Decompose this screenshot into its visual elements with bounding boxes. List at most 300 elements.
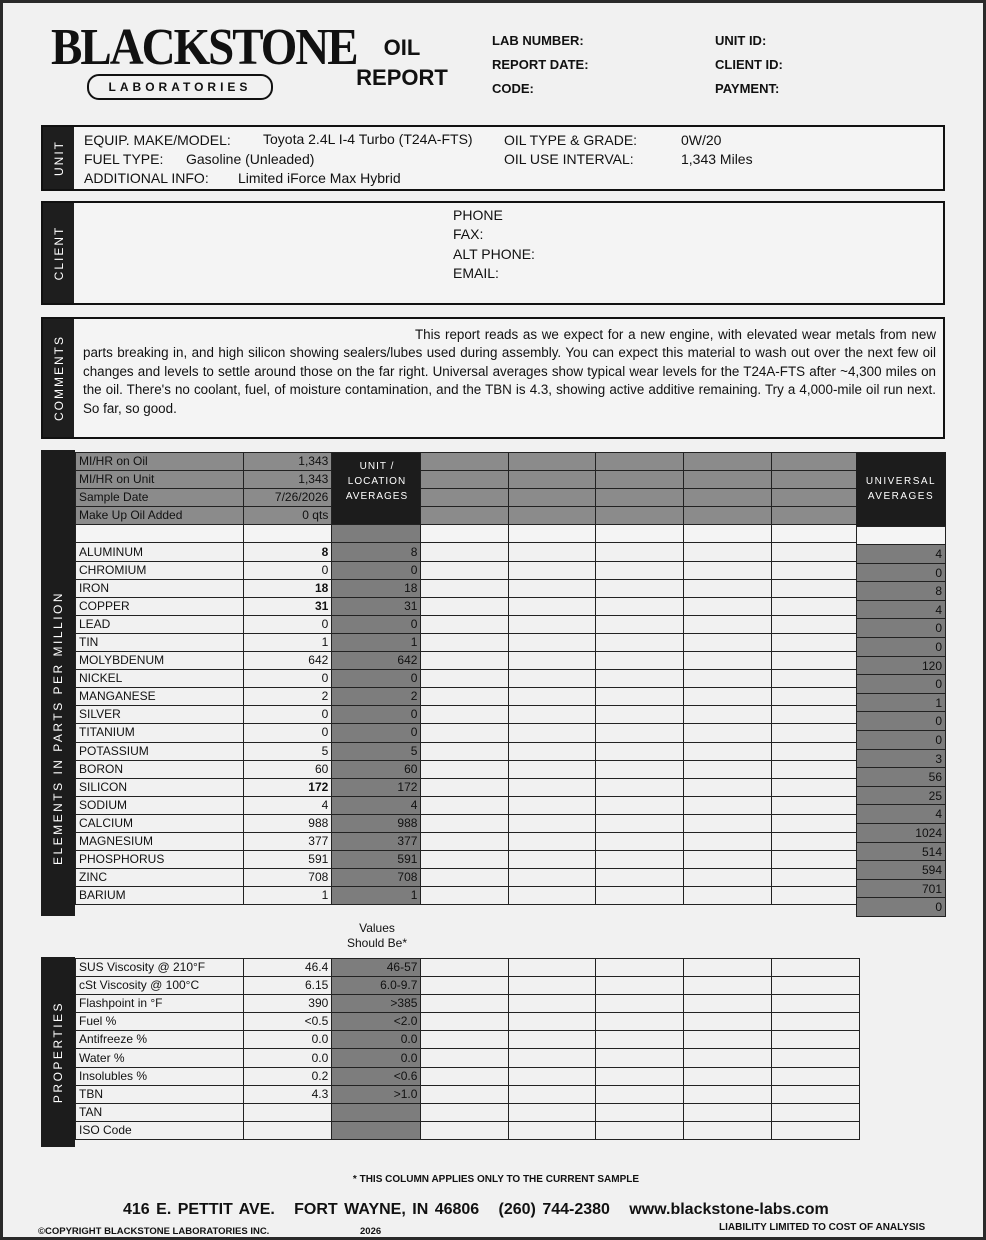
element-unit-average: 988 xyxy=(332,814,421,832)
element-name: IRON xyxy=(76,579,244,597)
property-empty-cell xyxy=(508,1121,595,1139)
element-name: POTASSIUM xyxy=(76,742,244,760)
property-should-be: >1.0 xyxy=(332,1085,421,1103)
property-empty-cell xyxy=(595,1121,683,1139)
element-unit-average: 642 xyxy=(332,652,421,670)
client-id-label: CLIENT ID: xyxy=(715,57,783,72)
email-label: EMAIL: xyxy=(453,265,499,281)
element-empty-cell xyxy=(771,832,859,850)
fuel-value: Gasoline (Unleaded) xyxy=(186,151,315,167)
element-empty-cell xyxy=(508,832,595,850)
universal-average-value: 0 xyxy=(856,731,946,750)
property-should-be: >385 xyxy=(332,995,421,1013)
sample-empty-cell xyxy=(508,489,595,507)
property-value: 390 xyxy=(244,995,332,1013)
spacer-cell xyxy=(332,525,421,543)
element-empty-cell xyxy=(683,543,771,561)
property-empty-cell xyxy=(771,1121,859,1139)
element-name: ZINC xyxy=(76,869,244,887)
property-row xyxy=(76,959,860,977)
element-empty-cell xyxy=(508,543,595,561)
property-empty-cell xyxy=(421,977,508,995)
element-row xyxy=(76,652,860,670)
property-value: 0.2 xyxy=(244,1067,332,1085)
universal-average-value: 0 xyxy=(856,564,946,583)
element-empty-cell xyxy=(771,887,859,905)
property-empty-cell xyxy=(683,1013,771,1031)
lab-number-label: LAB NUMBER: xyxy=(492,33,584,48)
sample-empty-cell xyxy=(595,453,683,471)
element-empty-cell xyxy=(595,832,683,850)
element-empty-cell xyxy=(595,615,683,633)
sample-empty-cell xyxy=(683,489,771,507)
values-should-be-label: Values Should Be* xyxy=(346,921,408,950)
sample-info-value: 1,343 xyxy=(244,453,332,471)
element-name: NICKEL xyxy=(76,670,244,688)
property-row xyxy=(76,1049,860,1067)
element-empty-cell xyxy=(595,597,683,615)
element-empty-cell xyxy=(508,670,595,688)
element-empty-cell xyxy=(508,869,595,887)
sample-empty-cell xyxy=(683,453,771,471)
element-empty-cell xyxy=(595,633,683,651)
sample-empty-cell xyxy=(771,489,859,507)
element-unit-average: 2 xyxy=(332,688,421,706)
element-value: 5 xyxy=(244,742,332,760)
element-empty-cell xyxy=(771,670,859,688)
property-empty-cell xyxy=(421,1031,508,1049)
element-empty-cell xyxy=(421,597,508,615)
universal-average-value: 514 xyxy=(856,843,946,862)
element-row xyxy=(76,832,860,850)
element-value: 0 xyxy=(244,706,332,724)
element-empty-cell xyxy=(508,760,595,778)
element-row xyxy=(76,796,860,814)
element-empty-cell xyxy=(421,706,508,724)
property-name: SUS Viscosity @ 210°F xyxy=(76,959,244,977)
fuel-label: FUEL TYPE: xyxy=(84,151,164,167)
element-empty-cell xyxy=(508,615,595,633)
payment-label: PAYMENT: xyxy=(715,81,780,96)
element-row xyxy=(76,851,860,869)
element-empty-cell xyxy=(508,742,595,760)
universal-average-value: 4 xyxy=(856,601,946,620)
spacer-row xyxy=(76,525,860,543)
element-empty-cell xyxy=(421,796,508,814)
element-unit-average: 5 xyxy=(332,742,421,760)
element-empty-cell xyxy=(771,796,859,814)
spacer-cell xyxy=(244,525,332,543)
property-empty-cell xyxy=(421,1049,508,1067)
footer-liability: LIABILITY LIMITED TO COST OF ANALYSIS xyxy=(719,1222,926,1233)
element-empty-cell xyxy=(683,742,771,760)
element-empty-cell xyxy=(421,814,508,832)
element-empty-cell xyxy=(771,760,859,778)
element-empty-cell xyxy=(595,561,683,579)
element-unit-average: 60 xyxy=(332,760,421,778)
spacer-cell xyxy=(595,525,683,543)
sample-info-label: Sample Date xyxy=(76,489,244,507)
sample-info-label: MI/HR on Oil xyxy=(76,453,244,471)
sample-info-label: MI/HR on Unit xyxy=(76,471,244,489)
element-row xyxy=(76,688,860,706)
sample-info-row xyxy=(76,453,860,471)
element-empty-cell xyxy=(683,760,771,778)
property-empty-cell xyxy=(683,1121,771,1139)
universal-average-value: 3 xyxy=(856,750,946,769)
element-empty-cell xyxy=(595,851,683,869)
sample-empty-cell xyxy=(683,471,771,489)
brand-logo: BLACKSTONE xyxy=(51,19,357,77)
element-unit-average: 4 xyxy=(332,796,421,814)
property-empty-cell xyxy=(683,1103,771,1121)
property-row xyxy=(76,1121,860,1139)
property-empty-cell xyxy=(771,1013,859,1031)
property-empty-cell xyxy=(595,959,683,977)
element-empty-cell xyxy=(595,869,683,887)
element-empty-cell xyxy=(421,778,508,796)
property-empty-cell xyxy=(421,1067,508,1085)
spacer-cell xyxy=(771,525,859,543)
property-empty-cell xyxy=(683,977,771,995)
element-unit-average: 0 xyxy=(332,615,421,633)
element-unit-average: 591 xyxy=(332,851,421,869)
element-empty-cell xyxy=(421,760,508,778)
info-label: ADDITIONAL INFO: xyxy=(84,170,209,186)
element-empty-cell xyxy=(771,579,859,597)
property-empty-cell xyxy=(508,977,595,995)
element-row xyxy=(76,543,860,561)
element-row xyxy=(76,814,860,832)
element-row xyxy=(76,742,860,760)
property-empty-cell xyxy=(595,1103,683,1121)
property-empty-cell xyxy=(595,995,683,1013)
sample-empty-cell xyxy=(508,453,595,471)
element-unit-average: 18 xyxy=(332,579,421,597)
element-empty-cell xyxy=(508,851,595,869)
element-value: 0 xyxy=(244,561,332,579)
phone-label: PHONE xyxy=(453,207,503,223)
element-empty-cell xyxy=(595,652,683,670)
element-unit-average: 0 xyxy=(332,706,421,724)
property-name: cSt Viscosity @ 100°C xyxy=(76,977,244,995)
element-unit-average: 377 xyxy=(332,832,421,850)
element-empty-cell xyxy=(508,633,595,651)
element-value: 0 xyxy=(244,615,332,633)
element-name: MOLYBDENUM xyxy=(76,652,244,670)
universal-spacer xyxy=(856,526,946,545)
property-empty-cell xyxy=(771,995,859,1013)
element-value: 1 xyxy=(244,633,332,651)
element-row xyxy=(76,778,860,796)
property-row xyxy=(76,1103,860,1121)
element-value: 60 xyxy=(244,760,332,778)
property-name: TBN xyxy=(76,1085,244,1103)
element-empty-cell xyxy=(683,796,771,814)
sample-info-row xyxy=(76,471,860,489)
element-unit-average: 0 xyxy=(332,561,421,579)
element-empty-cell xyxy=(771,633,859,651)
element-empty-cell xyxy=(683,688,771,706)
element-empty-cell xyxy=(771,706,859,724)
property-value: 0.0 xyxy=(244,1049,332,1067)
element-empty-cell xyxy=(595,670,683,688)
element-empty-cell xyxy=(595,887,683,905)
element-empty-cell xyxy=(683,615,771,633)
property-empty-cell xyxy=(771,1103,859,1121)
elements-table xyxy=(75,452,860,905)
element-empty-cell xyxy=(421,869,508,887)
element-name: CHROMIUM xyxy=(76,561,244,579)
property-value: 0.0 xyxy=(244,1031,332,1049)
element-row xyxy=(76,615,860,633)
interval-value: 1,343 Miles xyxy=(681,151,753,167)
sample-info-row xyxy=(76,489,860,507)
property-empty-cell xyxy=(683,1031,771,1049)
element-name: PHOSPHORUS xyxy=(76,851,244,869)
property-row xyxy=(76,995,860,1013)
property-name: Insolubles % xyxy=(76,1067,244,1085)
unit-tab: UNIT xyxy=(43,127,74,189)
element-unit-average: 1 xyxy=(332,887,421,905)
element-row xyxy=(76,760,860,778)
element-row xyxy=(76,579,860,597)
sample-empty-cell xyxy=(508,471,595,489)
element-empty-cell xyxy=(421,742,508,760)
element-row xyxy=(76,887,860,905)
universal-average-value: 1024 xyxy=(856,824,946,843)
universal-average-value: 594 xyxy=(856,861,946,880)
info-value: Limited iForce Max Hybrid xyxy=(238,170,401,186)
element-empty-cell xyxy=(683,887,771,905)
comments-tab: COMMENTS xyxy=(43,319,74,437)
property-empty-cell xyxy=(683,995,771,1013)
sample-empty-cell xyxy=(508,507,595,525)
element-name: MAGNESIUM xyxy=(76,832,244,850)
spacer-cell xyxy=(683,525,771,543)
element-empty-cell xyxy=(508,706,595,724)
sample-empty-cell xyxy=(595,471,683,489)
property-empty-cell xyxy=(595,1049,683,1067)
element-empty-cell xyxy=(771,778,859,796)
element-value: 0 xyxy=(244,670,332,688)
property-row xyxy=(76,977,860,995)
element-empty-cell xyxy=(595,742,683,760)
element-unit-average: 0 xyxy=(332,724,421,742)
sample-empty-cell xyxy=(771,471,859,489)
element-value: 642 xyxy=(244,652,332,670)
property-empty-cell xyxy=(508,1067,595,1085)
universal-average-value: 4 xyxy=(856,545,946,564)
element-empty-cell xyxy=(508,796,595,814)
sample-empty-cell xyxy=(421,471,508,489)
property-empty-cell xyxy=(508,959,595,977)
property-empty-cell xyxy=(595,977,683,995)
property-empty-cell xyxy=(595,1013,683,1031)
element-empty-cell xyxy=(595,724,683,742)
property-empty-cell xyxy=(421,995,508,1013)
equip-value: Toyota 2.4L I-4 Turbo (T24A-FTS) xyxy=(263,131,473,147)
alt-phone-label: ALT PHONE: xyxy=(453,246,535,262)
universal-average-value: 56 xyxy=(856,768,946,787)
element-name: SODIUM xyxy=(76,796,244,814)
sample-info-row xyxy=(76,507,860,525)
property-should-be: 6.0-9.7 xyxy=(332,977,421,995)
interval-label: OIL USE INTERVAL: xyxy=(504,151,634,167)
element-value: 2 xyxy=(244,688,332,706)
property-value xyxy=(244,1121,332,1139)
element-empty-cell xyxy=(421,670,508,688)
sample-empty-cell xyxy=(421,507,508,525)
sample-empty-cell xyxy=(421,489,508,507)
element-row xyxy=(76,670,860,688)
property-row xyxy=(76,1085,860,1103)
element-empty-cell xyxy=(595,706,683,724)
property-name: Antifreeze % xyxy=(76,1031,244,1049)
element-value: 8 xyxy=(244,543,332,561)
universal-average-value: 0 xyxy=(856,898,946,917)
element-name: ALUMINUM xyxy=(76,543,244,561)
element-name: LEAD xyxy=(76,615,244,633)
element-empty-cell xyxy=(683,597,771,615)
element-unit-average: 172 xyxy=(332,778,421,796)
sample-empty-cell xyxy=(595,507,683,525)
element-unit-average: 0 xyxy=(332,670,421,688)
universal-average-value: 701 xyxy=(856,880,946,899)
property-empty-cell xyxy=(683,1049,771,1067)
properties-table xyxy=(75,958,860,1140)
fax-label: FAX: xyxy=(453,226,484,242)
property-name: Fuel % xyxy=(76,1013,244,1031)
sample-empty-cell xyxy=(683,507,771,525)
element-empty-cell xyxy=(683,778,771,796)
property-should-be: <0.6 xyxy=(332,1067,421,1085)
property-empty-cell xyxy=(595,1067,683,1085)
element-empty-cell xyxy=(683,670,771,688)
sample-info-value: 1,343 xyxy=(244,471,332,489)
element-empty-cell xyxy=(771,869,859,887)
element-value: 708 xyxy=(244,869,332,887)
element-empty-cell xyxy=(595,579,683,597)
element-empty-cell xyxy=(508,579,595,597)
comments-text: This report reads as we expect for a new engine, with elevated wear metals from new parts breaking in, and high silicon showing sealers/lubes used during assembly. You can expect this material to wash out over the next few oil changes and levels to settle around those on the far right. Universal averages show typical wear levels for the T24A-FTS after ~4,300 miles on the oil. There's no coolant, fuel, of moisture contamination, and the TBN is 4.3, showing active additive remaining. Try a 4,000-mile oil run next. So far, so good. xyxy=(83,327,936,416)
element-name: TIN xyxy=(76,633,244,651)
element-empty-cell xyxy=(683,706,771,724)
property-empty-cell xyxy=(421,1013,508,1031)
element-empty-cell xyxy=(508,561,595,579)
property-empty-cell xyxy=(508,995,595,1013)
universal-average-value: 0 xyxy=(856,675,946,694)
element-empty-cell xyxy=(595,688,683,706)
spacer-cell xyxy=(421,525,508,543)
element-empty-cell xyxy=(771,615,859,633)
element-value: 0 xyxy=(244,724,332,742)
client-tab: CLIENT xyxy=(43,203,74,303)
universal-average-value: 8 xyxy=(856,582,946,601)
element-empty-cell xyxy=(595,814,683,832)
sample-empty-cell xyxy=(771,453,859,471)
element-empty-cell xyxy=(421,579,508,597)
property-empty-cell xyxy=(771,959,859,977)
element-empty-cell xyxy=(683,851,771,869)
element-empty-cell xyxy=(421,561,508,579)
report-date-label: REPORT DATE: xyxy=(492,57,589,72)
element-empty-cell xyxy=(421,688,508,706)
element-name: CALCIUM xyxy=(76,814,244,832)
sample-info-value: 0 qts xyxy=(244,507,332,525)
property-should-be: 0.0 xyxy=(332,1031,421,1049)
element-empty-cell xyxy=(508,597,595,615)
element-empty-cell xyxy=(771,597,859,615)
property-value: 4.3 xyxy=(244,1085,332,1103)
footer-year: 2026 xyxy=(360,1226,382,1237)
elements-tab: ELEMENTS IN PARTS PER MILLION xyxy=(41,450,75,916)
element-empty-cell xyxy=(683,814,771,832)
element-empty-cell xyxy=(683,832,771,850)
property-empty-cell xyxy=(421,1103,508,1121)
oil-type-value: 0W/20 xyxy=(681,132,722,148)
element-empty-cell xyxy=(771,543,859,561)
element-empty-cell xyxy=(683,724,771,742)
property-empty-cell xyxy=(771,1049,859,1067)
property-value: <0.5 xyxy=(244,1013,332,1031)
property-empty-cell xyxy=(421,1121,508,1139)
property-empty-cell xyxy=(595,1085,683,1103)
element-empty-cell xyxy=(421,851,508,869)
element-empty-cell xyxy=(683,869,771,887)
footer-copyright: ©COPYRIGHT BLACKSTONE LABORATORIES INC. xyxy=(38,1226,270,1237)
element-value: 988 xyxy=(244,814,332,832)
universal-average-value: 0 xyxy=(856,619,946,638)
property-should-be: 46-57 xyxy=(332,959,421,977)
universal-average-value: 0 xyxy=(856,638,946,657)
element-empty-cell xyxy=(771,561,859,579)
element-empty-cell xyxy=(421,633,508,651)
universal-averages-header: UNIVERSAL AVERAGES xyxy=(856,452,946,526)
property-empty-cell xyxy=(683,1085,771,1103)
element-empty-cell xyxy=(683,561,771,579)
property-empty-cell xyxy=(508,1031,595,1049)
brand-logo-sub: LABORATORIES xyxy=(87,74,273,100)
element-empty-cell xyxy=(508,652,595,670)
element-name: BARIUM xyxy=(76,887,244,905)
element-empty-cell xyxy=(421,615,508,633)
element-empty-cell xyxy=(771,851,859,869)
element-empty-cell xyxy=(508,778,595,796)
property-name: Water % xyxy=(76,1049,244,1067)
universal-average-value: 25 xyxy=(856,787,946,806)
property-empty-cell xyxy=(771,1085,859,1103)
element-value: 4 xyxy=(244,796,332,814)
property-empty-cell xyxy=(421,959,508,977)
property-value: 6.15 xyxy=(244,977,332,995)
spacer-cell xyxy=(508,525,595,543)
property-should-be: <2.0 xyxy=(332,1013,421,1031)
element-empty-cell xyxy=(595,796,683,814)
element-name: SILICON xyxy=(76,778,244,796)
column-footnote: * THIS COLUMN APPLIES ONLY TO THE CURRENT SAMPLE xyxy=(352,1174,640,1185)
element-name: SILVER xyxy=(76,706,244,724)
equip-label: EQUIP. MAKE/MODEL: xyxy=(84,132,231,148)
element-empty-cell xyxy=(421,832,508,850)
property-empty-cell xyxy=(508,1085,595,1103)
property-empty-cell xyxy=(771,1031,859,1049)
element-empty-cell xyxy=(595,543,683,561)
property-empty-cell xyxy=(683,1067,771,1085)
sample-info-label: Make Up Oil Added xyxy=(76,507,244,525)
element-value: 591 xyxy=(244,851,332,869)
property-empty-cell xyxy=(771,977,859,995)
